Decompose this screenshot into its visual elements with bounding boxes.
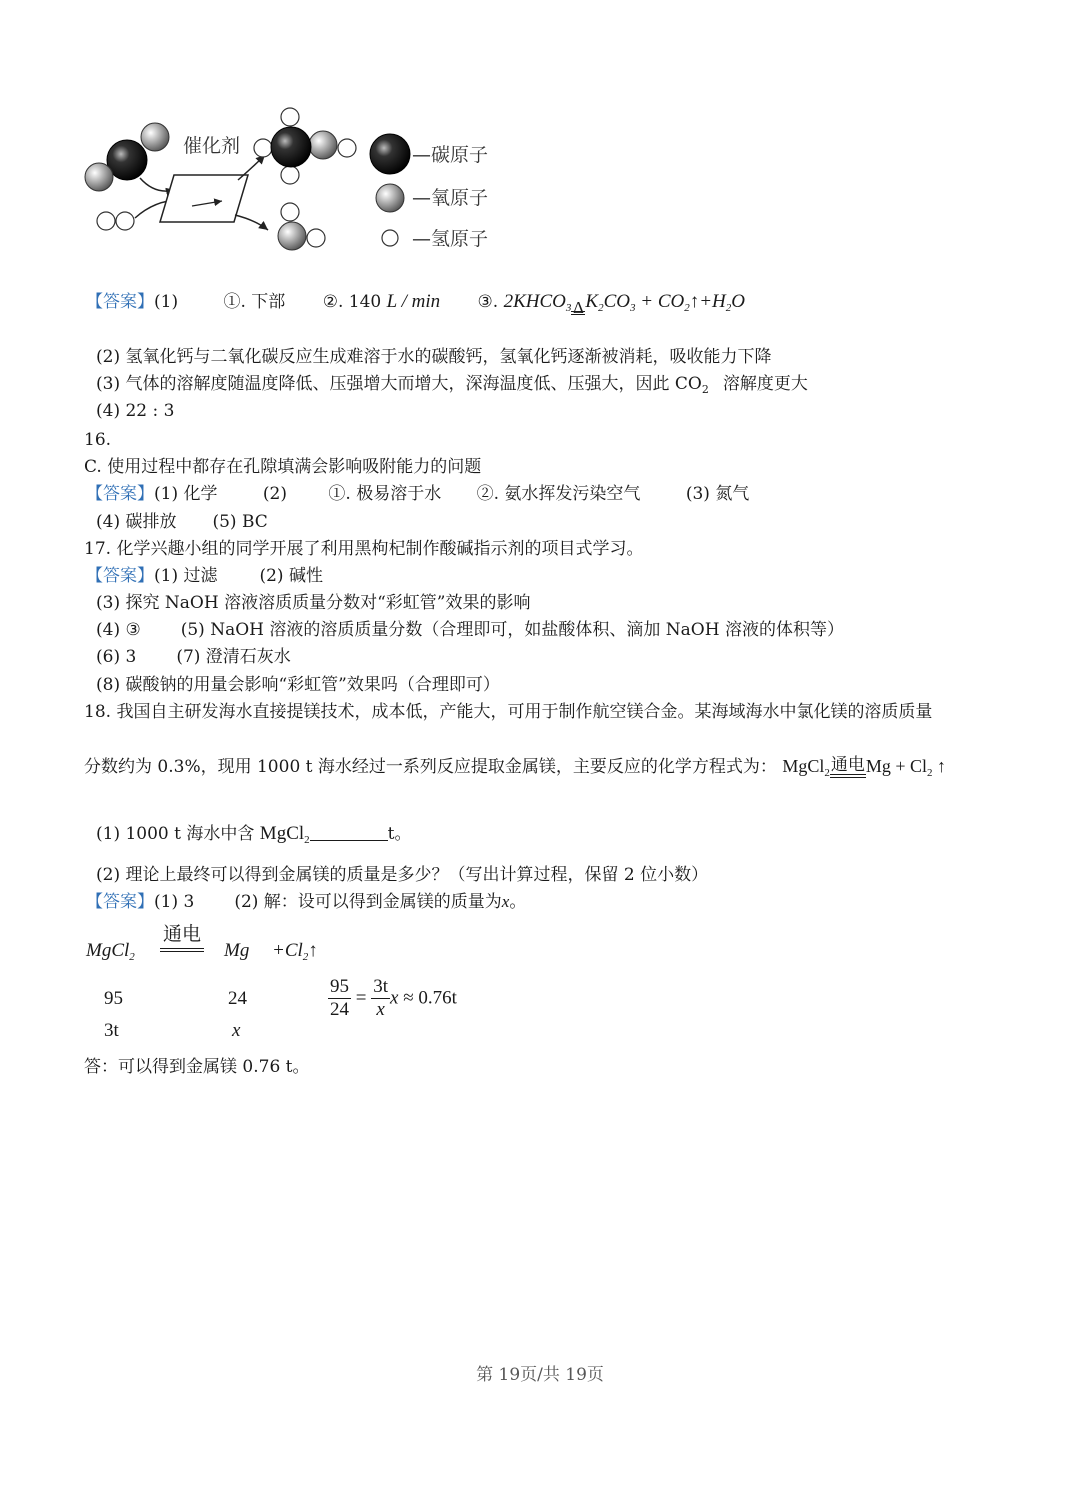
q15-line3: (3) 气体的溶解度随温度降低、压强增大而增大，深海温度低、压强大，因此 $CO_2$ 溶解度更大 — [96, 374, 808, 396]
q17-answer-6-7: (6) 3 (7) 澄清石灰水 — [96, 647, 291, 667]
q15-s3-label: ③. — [477, 292, 499, 312]
water-molecule — [278, 203, 325, 250]
legend-hydrogen-label: —氢原子 — [412, 228, 489, 250]
q17-answer-line1: 【答案】(1) 过滤 (2) 碱性 — [86, 566, 323, 586]
answer-tag: 【答案】 — [86, 292, 154, 312]
q15-equation: $2KHCO_3$ Δ $K_2CO_3$ + $CO_2↑+H_2O$ — [503, 291, 746, 317]
legend-carbon-label: —碳原子 — [412, 144, 489, 166]
carbon-atom-icon — [370, 134, 410, 174]
catalyst-label: 催化剂 — [183, 135, 241, 157]
calc-product-mg: Mg — [224, 940, 250, 961]
calc-mass-mg: 24 — [228, 988, 247, 1009]
q15-line2: (2) 氢氧化钙与二氧化碳反应生成难溶于水的碳酸钙，氢氧化钙逐渐被消耗，吸收能力下降 — [96, 347, 772, 367]
q15-s2: ②. 140 — [322, 292, 382, 312]
calc-proportion: $\frac{95}{24}$ = $\frac{3t}{x}$ x ≈ 0.76t — [330, 976, 457, 1020]
q17-answer-4-5: (4) ③ (5) NaOH 溶液的溶质质量分数（合理即可，如盐酸体积、滴加 NaOH 溶液的体积等） — [96, 620, 844, 640]
q18-answer-line: 【答案】(1) 3 (2) 解：设可以得到金属镁的质量为x。 — [86, 892, 527, 912]
q16-answer-line2: (4) 碳排放 (5) BC — [96, 512, 268, 532]
calc-unknown-mg: x — [232, 1020, 241, 1041]
q18-sub1: (1) 1000 t 海水中含 MgCl$_2$ t。 — [96, 823, 412, 846]
answer-tag: 【答案】 — [86, 892, 154, 912]
q17-title: 17. 化学兴趣小组的同学开展了利用黑枸杞制作酸碱指示剂的项目式学习。 — [84, 539, 644, 559]
q18-title: 18. 我国自主研发海水直接提镁技术，成本低，产能大，可用于制作航空镁合金。某海域海水中氯化镁的溶质质量 — [84, 702, 933, 722]
calc-condition: 通电 — [160, 922, 204, 952]
oxygen-atom-icon — [376, 184, 404, 212]
calc-mass-mgcl2: 95 — [104, 988, 123, 1009]
q17-answer-3: (3) 探究 NaOH 溶液溶质质量分数对“彩虹管”效果的影响 — [96, 593, 531, 613]
hydrogen-atom-icon — [382, 230, 398, 246]
q18-equation: MgCl$_2$ 通电 $Mg + Cl_2$ ↑ — [782, 755, 947, 779]
q15-answer-line1 — [86, 288, 745, 322]
q15-part1-label: (1) — [154, 292, 179, 312]
q15-s1: ①. 下部 — [223, 292, 286, 312]
blank-line — [310, 826, 388, 841]
legend-oxygen-label: —氧原子 — [412, 187, 489, 209]
calc-given-mgcl2: 3t — [104, 1020, 119, 1041]
q18-line2: 分数约为 0.3%，现用 1000 t 海水经过一系列反应提取金属镁，主要反应的化学方程式为： MgCl$_2$ 通电 $Mg + Cl_2$ ↑ — [84, 755, 947, 779]
methanol-molecule — [254, 108, 356, 184]
q15-s2-unit: L / min — [386, 291, 441, 312]
calc-product-cl2: $+Cl_2↑$ — [272, 940, 318, 963]
catalyst-reaction-diagram — [70, 100, 510, 260]
q18-sub2: (2) 理论上最终可以得到金属镁的质量是多少？（写出计算过程，保留 2 位小数） — [96, 865, 709, 885]
legend — [370, 134, 488, 250]
answer-tag: 【答案】 — [86, 566, 154, 586]
answer-tag: 【答案】 — [86, 484, 154, 504]
q15-line4: (4) 22 : 3 — [96, 401, 175, 421]
q16-c-line: C. 使用过程中都存在孔隙填满会影响吸附能力的问题 — [84, 457, 482, 477]
q17-answer-8: (8) 碳酸钠的用量会影响“彩虹管”效果吗（合理即可） — [96, 675, 500, 695]
q16-number: 16. — [84, 430, 112, 450]
q16-answer-line1: 【答案】(1) 化学 (2) ①. 极易溶于水 ②. 氨水挥发污染空气 (3) 氮气 — [86, 484, 750, 504]
page-footer: 第 19页/共 19页 — [476, 1365, 604, 1385]
carbon-dioxide-molecule — [85, 123, 169, 191]
hydrogen-molecule — [97, 212, 134, 230]
q18-conclusion: 答：可以得到金属镁 0.76 t。 — [84, 1057, 310, 1077]
catalyst-box — [160, 175, 248, 222]
calc-equation: MgCl$_2$ — [86, 940, 135, 963]
